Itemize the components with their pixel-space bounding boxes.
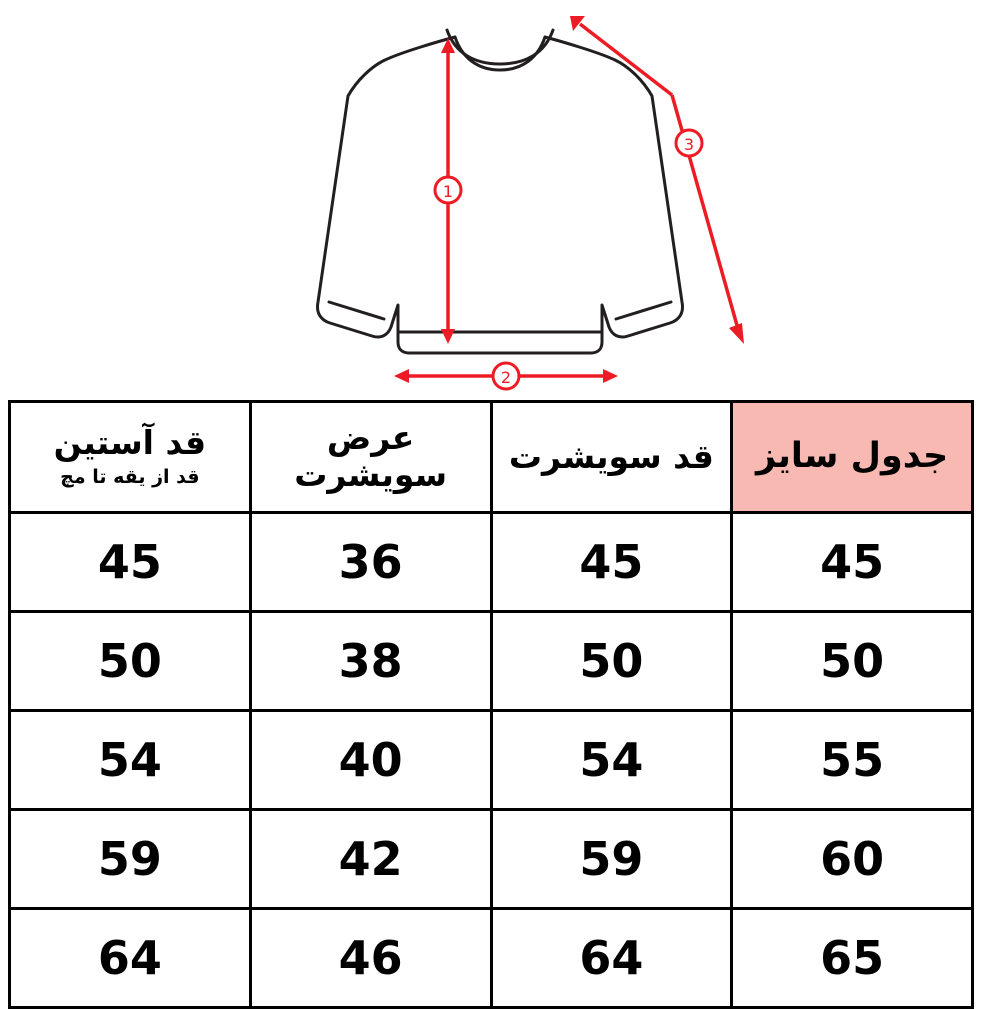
column-header-size-label: جدول سایز bbox=[756, 436, 949, 477]
cell-sleeve bbox=[10, 711, 251, 810]
column-header-sleeve-label: قد آستین bbox=[53, 423, 207, 463]
cell-sleeve-value: 59 bbox=[97, 832, 162, 886]
cell-size bbox=[732, 810, 973, 909]
cell-sleeve bbox=[10, 612, 251, 711]
table-row bbox=[10, 513, 973, 612]
svg-text:1: 1 bbox=[442, 182, 454, 201]
cell-length-value: 64 bbox=[579, 931, 644, 985]
column-header-length bbox=[491, 402, 732, 513]
cell-size-value: 60 bbox=[820, 832, 885, 886]
table-header bbox=[10, 402, 973, 513]
cell-length bbox=[491, 810, 732, 909]
cell-size-value: 65 bbox=[820, 931, 885, 985]
cell-sleeve bbox=[10, 909, 251, 1008]
table-header-row bbox=[10, 402, 973, 513]
cell-width-value: 36 bbox=[338, 535, 403, 589]
garment-diagram bbox=[0, 0, 1000, 400]
cell-length bbox=[491, 909, 732, 1008]
table-row bbox=[10, 711, 973, 810]
cell-sleeve-value: 64 bbox=[97, 931, 162, 985]
cell-width-value: 42 bbox=[338, 832, 403, 886]
column-header-width-label: عرض سویشرت bbox=[294, 418, 448, 494]
cell-size bbox=[732, 711, 973, 810]
cell-width bbox=[250, 513, 491, 612]
cell-length-value: 45 bbox=[579, 535, 644, 589]
table-body bbox=[10, 513, 973, 1008]
cell-width bbox=[250, 810, 491, 909]
cell-sleeve-value: 54 bbox=[97, 733, 162, 787]
cell-sleeve-value: 45 bbox=[97, 535, 162, 589]
column-header-sleeve-sublabel: قد از یقه تا مچ bbox=[60, 466, 200, 489]
column-header-length-label: قد سویشرت bbox=[508, 436, 714, 476]
cell-length-value: 54 bbox=[579, 733, 644, 787]
cell-width-value: 46 bbox=[338, 931, 403, 985]
cell-size bbox=[732, 909, 973, 1008]
size-table bbox=[8, 400, 974, 1009]
table-row bbox=[10, 612, 973, 711]
cell-width bbox=[250, 612, 491, 711]
cell-width-value: 38 bbox=[338, 634, 403, 688]
cell-width bbox=[250, 909, 491, 1008]
cell-size-value: 45 bbox=[820, 535, 885, 589]
cell-sleeve-value: 50 bbox=[97, 634, 162, 688]
svg-text:3: 3 bbox=[683, 135, 695, 154]
cell-size-value: 55 bbox=[820, 733, 885, 787]
cell-length bbox=[491, 513, 732, 612]
cell-length-value: 50 bbox=[579, 634, 644, 688]
column-header-width bbox=[250, 402, 491, 513]
cell-width bbox=[250, 711, 491, 810]
cell-width-value: 40 bbox=[338, 733, 403, 787]
cell-sleeve bbox=[10, 810, 251, 909]
cell-size bbox=[732, 513, 973, 612]
cell-size bbox=[732, 612, 973, 711]
table-row bbox=[10, 909, 973, 1008]
sweatshirt-outline bbox=[318, 30, 683, 353]
cell-size-value: 50 bbox=[820, 634, 885, 688]
cell-length bbox=[491, 612, 732, 711]
column-header-sleeve bbox=[10, 402, 251, 513]
cell-sleeve bbox=[10, 513, 251, 612]
svg-text:2: 2 bbox=[500, 368, 512, 387]
column-header-size bbox=[732, 402, 973, 513]
cell-length-value: 59 bbox=[579, 832, 644, 886]
table-row bbox=[10, 810, 973, 909]
cell-length bbox=[491, 711, 732, 810]
